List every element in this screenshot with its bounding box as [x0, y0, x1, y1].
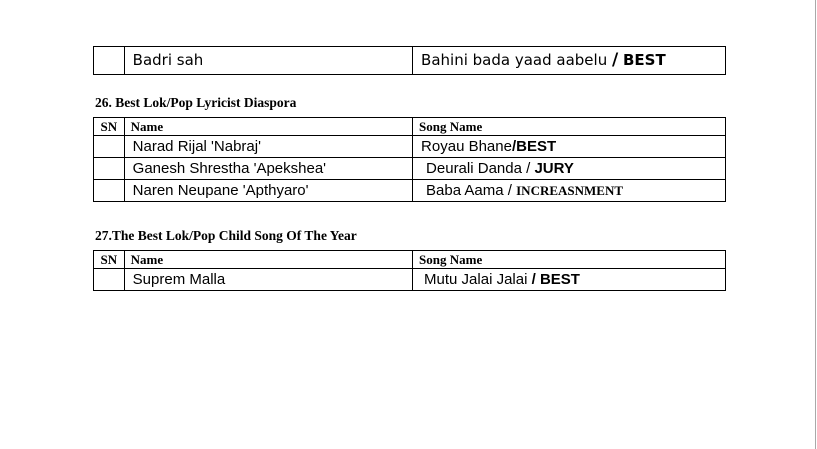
award-label: JURY — [534, 160, 574, 177]
name-cell — [124, 136, 412, 158]
nominee-name: Narad Rijal 'Nabraj' — [132, 138, 261, 155]
song-cell — [413, 269, 726, 291]
name-header: Name — [124, 251, 412, 269]
section-27-title: 27.The Best Lok/Pop Child Song Of The Year — [95, 228, 357, 243]
name-cell — [124, 158, 412, 180]
name-cell — [124, 180, 412, 202]
sn-cell — [94, 158, 125, 180]
section-27-table — [93, 250, 726, 291]
song-title: Baba Aama — [426, 182, 504, 199]
song-cell — [413, 47, 726, 75]
table-row — [94, 158, 726, 180]
table-row — [94, 136, 726, 158]
award-label: INCREASNMENT — [516, 183, 624, 198]
song-title: Mutu Jalai Jalai — [424, 271, 528, 288]
sn-header: SN — [94, 118, 125, 136]
song-name-header: Song Name — [413, 118, 726, 136]
song-name-header: Song Name — [413, 251, 726, 269]
award-separator: / — [526, 160, 531, 177]
table-row — [94, 180, 726, 202]
table-header-row — [94, 118, 726, 136]
section-26-title: 26. Best Lok/Pop Lyricist Diaspora — [95, 95, 297, 110]
nominee-name: Suprem Malla — [132, 271, 226, 288]
name-cell — [124, 47, 412, 75]
sn-cell — [94, 136, 125, 158]
award-label: BEST — [539, 271, 580, 288]
sn-cell — [94, 47, 125, 75]
sn-cell — [94, 269, 125, 291]
nominee-name: Ganesh Shrestha 'Apekshea' — [132, 160, 327, 177]
section-26-table — [93, 117, 726, 202]
award-separator: / — [507, 182, 512, 199]
song-cell — [413, 180, 726, 202]
table-header-row — [94, 251, 726, 269]
award-label: BEST — [622, 51, 666, 69]
nominee-name: Naren Neupane 'Apthyaro' — [132, 182, 309, 199]
name-cell — [124, 269, 412, 291]
song-cell — [413, 136, 726, 158]
song-cell — [413, 158, 726, 180]
table-row — [94, 269, 726, 291]
previous-award-table — [93, 46, 726, 75]
name-header: Name — [124, 118, 412, 136]
nominee-name: Badri sah — [132, 51, 204, 69]
award-separator: / — [611, 50, 619, 70]
table-row — [94, 47, 726, 75]
song-title: Deurali Danda — [426, 160, 522, 177]
song-title: Royau Bhane — [421, 138, 512, 155]
sn-header: SN — [94, 251, 125, 269]
page-edge-line — [815, 0, 816, 449]
song-title: Bahini bada yaad aabelu — [421, 51, 608, 69]
sn-cell — [94, 180, 125, 202]
award-separator: / — [511, 138, 517, 155]
award-separator: / — [531, 271, 536, 288]
award-label: BEST — [516, 138, 557, 155]
